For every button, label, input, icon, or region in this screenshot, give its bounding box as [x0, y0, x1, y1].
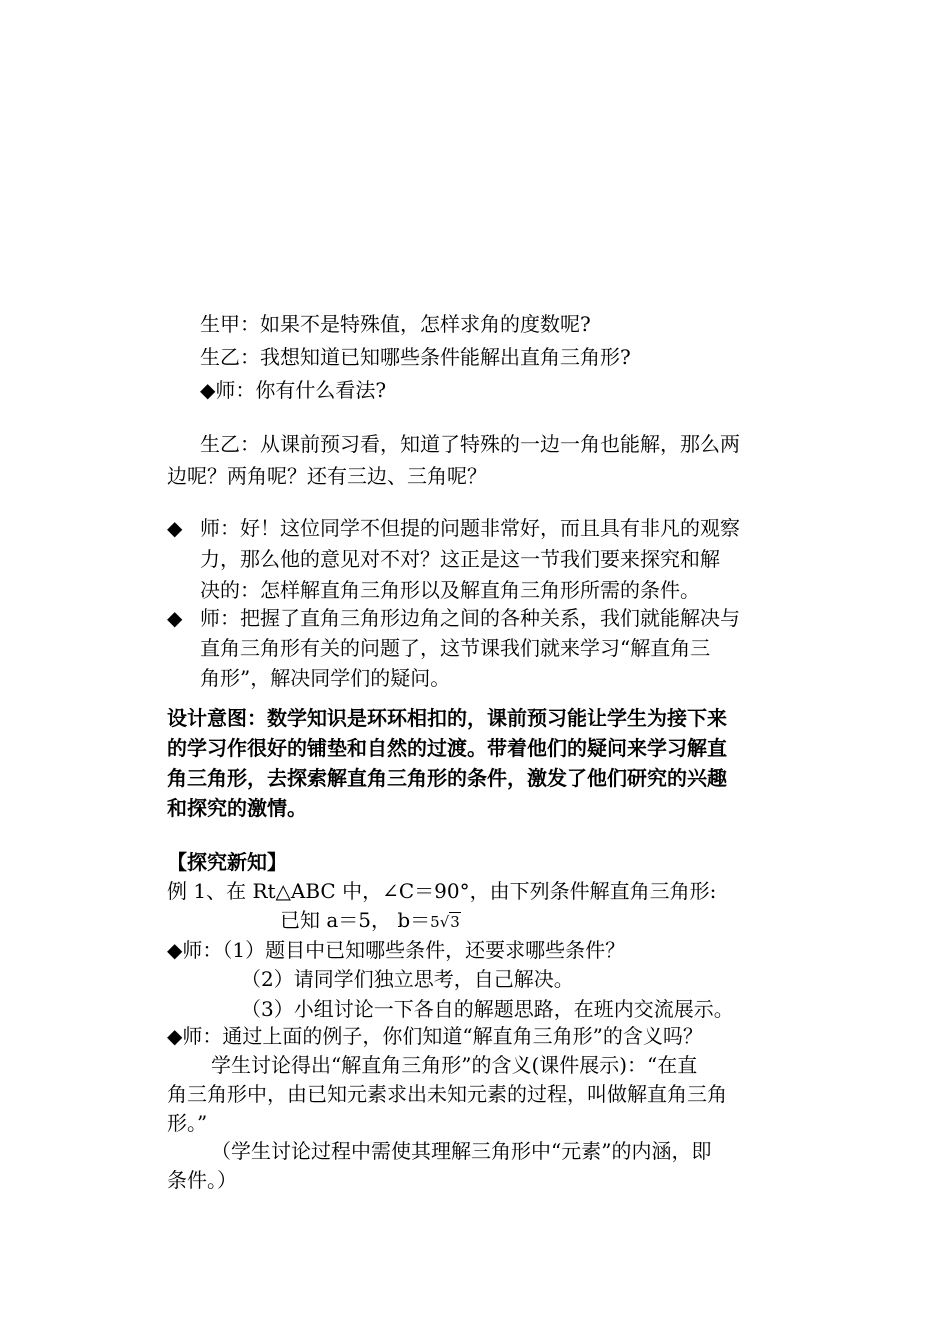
- bullet-1-line-2: 力，那么他的意见对不对？这正是这一节我们要来探究和解: [200, 547, 720, 571]
- sqrt-coefficient: 5: [430, 913, 440, 931]
- bullet-2-line-2: 直角三角形有关的问题了，这节课我们就来学习“解直角三: [200, 636, 711, 660]
- definition-line-2: 角三角形中，由已知元素求出未知元素的过程，叫做解直角三角: [167, 1082, 727, 1106]
- dialogue-line-1: 生甲：如果不是特殊值，怎样求角的度数呢?: [200, 312, 591, 336]
- sqrt-radicand: 3: [450, 913, 460, 931]
- example-line: 例 1、在 Rt△ABC 中，∠C＝90°，由下列条件解直角三角形:: [167, 879, 717, 903]
- definition-line-3: 形。”: [167, 1111, 208, 1135]
- dialogue-line-5: 边呢？两角呢？还有三边、三角呢？: [167, 464, 487, 488]
- question-2: （2）请同学们独立思考，自己解决。: [241, 967, 574, 991]
- bullet-icon: ◆: [167, 606, 183, 630]
- bullet-icon: ◆: [167, 516, 183, 540]
- note-line-1: （学生讨论过程中需使其理解三角形中“元素”的内涵，即: [211, 1139, 712, 1163]
- note-line-2: 条件。）: [167, 1168, 237, 1192]
- design-intent-line-4: 和探究的激情。: [167, 796, 307, 820]
- definition-line-1: 学生讨论得出“解直角三角形”的含义(课件展示)：“在直: [211, 1053, 698, 1077]
- bullet-1-line-1: 师：好！这位同学不但提的问题非常好，而且具有非凡的观察: [200, 516, 740, 540]
- question-3: （3）小组讨论一下各自的解题思路，在班内交流展示。: [241, 997, 734, 1021]
- dialogue-line-4: 生乙：从课前预习看，知道了特殊的一边一角也能解，那么两: [200, 432, 740, 456]
- design-intent-line-2: 的学习作很好的铺垫和自然的过渡。带着他们的疑问来学习解直: [167, 736, 727, 760]
- design-intent-line-3: 角三角形，去探索解直角三角形的条件，激发了他们研究的兴趣: [167, 766, 727, 790]
- dialogue-line-2: 生乙：我想知道已知哪些条件能解出直角三角形?: [200, 345, 631, 369]
- bullet-1-line-3: 决的：怎样解直角三角形以及解直角三角形所需的条件。: [200, 578, 700, 602]
- dialogue-line-3: ◆师：你有什么看法?: [200, 378, 387, 402]
- given-line: [280, 906, 461, 936]
- design-intent-label: 设计意图：: [167, 706, 267, 730]
- design-intent-text: 数学知识是环环相扣的，课前预习能让学生为接下来: [267, 706, 727, 730]
- bullet-2-line-1: 师：把握了直角三角形边角之间的各种关系，我们就能解决与: [200, 606, 740, 630]
- bullet-2-line-3: 角形”，解决同学们的疑问。: [200, 666, 451, 690]
- question-1: ◆师：（1）题目中已知哪些条件，还要求哪些条件？: [167, 938, 626, 962]
- sqrt-expression: [430, 908, 461, 936]
- section-heading: 【探究新知】: [167, 850, 287, 874]
- question-4: ◆师：通过上面的例子，你们知道“解直角三角形”的含义吗？: [167, 1024, 703, 1048]
- design-intent-line-1: [167, 704, 727, 732]
- given-prefix: 已知 a＝5， b＝: [280, 908, 431, 932]
- sqrt-icon: √: [439, 913, 450, 931]
